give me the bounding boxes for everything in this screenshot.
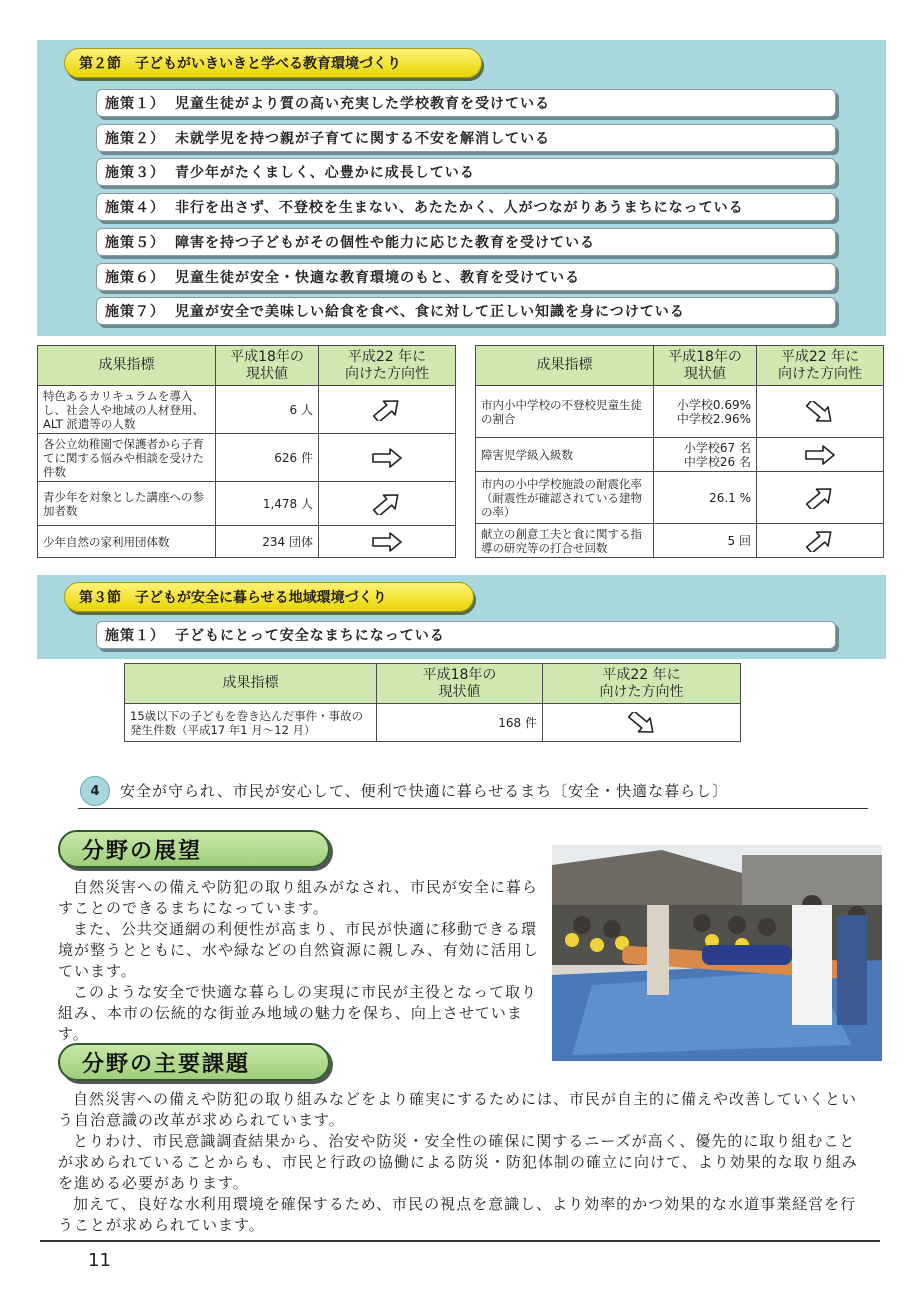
- indicator-cell: 献立の創意工夫と食に関する指導の研究等の打合せ回数: [476, 524, 654, 558]
- arrow-up-right-icon: [757, 524, 884, 558]
- arrow-up-right-icon: [319, 482, 456, 526]
- table-row: [38, 434, 456, 482]
- policy-label: 施策２）: [105, 130, 165, 147]
- policy-text: 青少年がたくましく、心豊かに成長している: [175, 165, 475, 182]
- table-row: [38, 526, 456, 558]
- page-number: 11: [88, 1250, 111, 1271]
- section3-number: 第３節: [79, 590, 121, 606]
- issues-paragraph: とりわけ、市民意識調査結果から、治安や防災・安全性の確保に関するニーズが高く、優先的に取り組むことが求められていることからも、市民と行政の協働による防災・防犯体制の確立に向けて、より効果的な取り組みを進める必要があります。: [58, 1132, 858, 1192]
- policy-item: [96, 124, 836, 152]
- th-direction: 平成22 年に 向けた方向性: [319, 346, 456, 386]
- policy-label: 施策１）: [105, 96, 165, 112]
- outlook-heading: 分野の展望: [58, 830, 330, 868]
- policy-item: [96, 193, 836, 221]
- current-value-cell: 26.1 %: [654, 472, 757, 524]
- indicator-cell: 各公立幼稚園で保護者から子育てに関する悩みや相談を受けた件数: [38, 434, 216, 482]
- policy-text: 児童生徒がより質の高い充実した学校教育を受けている: [175, 96, 550, 112]
- th-current: 平成18年の 現状値: [216, 346, 319, 386]
- arrow-down-right-icon: [757, 386, 884, 438]
- current-value-cell: 小学校67 名 中学校26 名: [654, 438, 757, 472]
- issues-text: [58, 1089, 870, 1236]
- current-value-cell: 168 件: [377, 704, 543, 742]
- section2-number: 第２節: [79, 56, 121, 72]
- policy-item: [96, 297, 836, 325]
- current-value-cell: 6 人: [216, 386, 319, 434]
- th-current: 平成18年の 現状値: [377, 664, 543, 704]
- arrow-down-right-icon: [543, 704, 741, 742]
- current-value-cell: 5 回: [654, 524, 757, 558]
- indicator-cell: 少年自然の家利用団体数: [38, 526, 216, 558]
- indicator-cell: 15歳以下の子どもを巻き込んだ事件・事故の発生件数（平成17 年1 月〜12 月）: [125, 704, 377, 742]
- arrow-up-right-icon: [757, 472, 884, 524]
- vision-title: 安全が守られ、市民が安心して、便利で快適に暮らせるまち〔安全・快適な暮らし〕: [120, 782, 729, 800]
- section3-title: 子どもが安全に暮らせる地域環境づくり: [135, 590, 387, 606]
- table-row: [476, 524, 884, 558]
- th-indicator: 成果指標: [38, 346, 216, 386]
- policy-item: [96, 89, 836, 117]
- section2-title-pill: [64, 48, 482, 78]
- policy-label: 施策７）: [105, 304, 165, 321]
- footer-rule: [40, 1240, 880, 1242]
- th-indicator: 成果指標: [476, 346, 654, 386]
- arrow-right-icon: [319, 434, 456, 482]
- table-row: [125, 704, 741, 742]
- indicator-cell: 青少年を対象とした講座への参加者数: [38, 482, 216, 526]
- policy-text: 未就学児を持つ親が子育てに関する不安を解消している: [175, 130, 550, 147]
- arrow-right-icon: [757, 438, 884, 472]
- policy-label: 施策５）: [105, 234, 165, 251]
- current-value-cell: 1,478 人: [216, 482, 319, 526]
- policy-text: 子どもにとって安全なまちになっている: [175, 628, 445, 644]
- section2-title: 子どもがいきいきと学べる教育環境づくり: [135, 56, 401, 72]
- current-value-cell: 小学校0.69% 中学校2.96%: [654, 386, 757, 438]
- th-direction: 平成22 年に 向けた方向性: [543, 664, 741, 704]
- indicator-cell: 市内の小中学校施設の耐震化率（耐震性が確認されている建物の率）: [476, 472, 654, 524]
- table-row: [476, 386, 884, 438]
- table-row: [476, 472, 884, 524]
- arrow-right-icon: [319, 526, 456, 558]
- th-direction: 平成22 年に 向けた方向性: [757, 346, 884, 386]
- table-row: [38, 386, 456, 434]
- policy-item: [96, 263, 836, 291]
- indicator-cell: 特色あるカリキュラムを導入し、社会人や地域の人材登用、ALT 派遣等の人数: [38, 386, 216, 434]
- policy-item: [96, 621, 836, 649]
- issues-paragraph: 自然災害への備えや防犯の取り組みなどをより確実にするためには、市民が自主的に備えや改善していくという自治意識の改革が求められています。: [58, 1090, 858, 1129]
- issues-heading: 分野の主要課題: [58, 1043, 330, 1081]
- table-row: [476, 438, 884, 472]
- indicator-table-section3: [124, 663, 741, 742]
- divider: [78, 808, 868, 809]
- indicator-table-left: [37, 345, 456, 558]
- arrow-up-right-icon: [319, 386, 456, 434]
- policy-text: 児童が安全で美味しい給食を食べ、食に対して正しい知識を身につけている: [175, 304, 685, 321]
- indicator-table-right: [475, 345, 884, 558]
- outlook-paragraph: また、公共交通網の利便性が高まり、市民が快適に移動できる環境が整うとともに、水や緑などの自然資源に親しみ、有効に活用しています。: [58, 920, 539, 980]
- policy-label: 施策６）: [105, 269, 165, 286]
- table-row: [38, 482, 456, 526]
- th-current: 平成18年の 現状値: [654, 346, 757, 386]
- policy-label: 施策３）: [105, 165, 165, 182]
- vision-number-badge: 4: [80, 776, 110, 806]
- outlook-text: [58, 877, 540, 1045]
- current-value-cell: 234 団体: [216, 526, 319, 558]
- policy-item: [96, 158, 836, 186]
- policy-text: 障害を持つ子どもがその個性や能力に応じた教育を受けている: [175, 234, 595, 251]
- outlook-paragraph: このような安全で快適な暮らしの実現に市民が主役となって取り組み、本市の伝統的な街並み地域の魅力を保ち、向上させています。: [58, 983, 538, 1043]
- section3-title-pill: [64, 582, 474, 612]
- policy-text: 非行を出さず、不登校を生まない、あたたかく、人がつながりあうまちになっている: [175, 200, 744, 217]
- issues-paragraph: 加えて、良好な水利用環境を確保するため、市民の視点を意識し、より効率的かつ効果的な水道事業経営を行うことが求められています。: [58, 1195, 857, 1234]
- indicator-cell: 障害児学級入級数: [476, 438, 654, 472]
- photo-disaster-drill: [552, 845, 882, 1061]
- outlook-paragraph: 自然災害への備えや防犯の取り組みがなされ、市民が安全に暮らすことのできるまちになっています。: [58, 878, 538, 917]
- th-indicator: 成果指標: [125, 664, 377, 704]
- policy-text: 児童生徒が安全・快適な教育環境のもと、教育を受けている: [175, 269, 580, 286]
- indicator-cell: 市内小中学校の不登校児童生徒の割合: [476, 386, 654, 438]
- policy-label: 施策４）: [105, 200, 165, 217]
- current-value-cell: 626 件: [216, 434, 319, 482]
- section2-band: [37, 40, 886, 336]
- policy-item: [96, 228, 836, 256]
- policy-label: 施策１）: [105, 628, 165, 644]
